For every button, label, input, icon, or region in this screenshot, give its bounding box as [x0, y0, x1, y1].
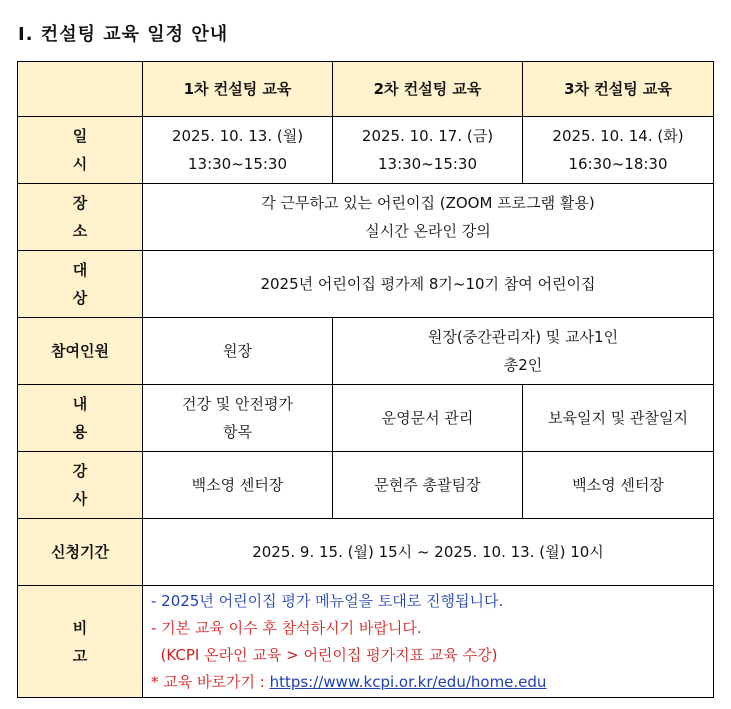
- place-line-1: 각 근무하고 있는 어린이집 (ZOOM 프로그램 활용): [261, 194, 595, 212]
- content-cell-3: 보육일지 및 관찰일지: [523, 385, 714, 452]
- date-value: 2025. 10. 13. (월): [171, 127, 304, 145]
- content-cell-2: 운영문서 관리: [333, 385, 523, 452]
- remark-line-4: [151, 669, 709, 696]
- page-title: Ⅰ. 컨설팅 교육 일정 안내: [18, 24, 229, 45]
- instructor-cell-2: 문현주 총괄팀장: [333, 452, 523, 519]
- education-link[interactable]: https://www.kcpi.or.kr/edu/home.edu: [269, 672, 547, 691]
- date-cell-2: [333, 117, 523, 184]
- participants-cell-2: [333, 318, 714, 385]
- remark-line-1: - 2025년 어린이집 평가 메뉴얼을 토대로 진행됩니다.: [151, 591, 504, 610]
- column-header-3: 3차 컨설팅 교육: [523, 62, 714, 117]
- remark-line-2: - 기본 교육 이수 후 참석하시기 바랍니다.: [151, 618, 422, 637]
- header-row: [18, 62, 714, 117]
- place-line-2: 실시간 온라인 강의: [365, 222, 491, 240]
- place-cell: [143, 184, 714, 251]
- time-value: 13:30~15:30: [377, 155, 478, 173]
- row-label-content: 내 용: [18, 385, 143, 452]
- remarks-cell: [143, 586, 714, 698]
- column-header-2: 2차 컨설팅 교육: [333, 62, 523, 117]
- participants-cell-1: 원장: [143, 318, 333, 385]
- participants-line-2: 총2인: [503, 356, 543, 374]
- content-line-2: 항목: [223, 423, 252, 441]
- row-label-participants: 참여인원: [18, 318, 143, 385]
- period-cell: 2025. 9. 15. (월) 15시 ~ 2025. 10. 13. (월) 10시: [143, 519, 714, 586]
- table-row-period: [18, 519, 714, 586]
- remark-line-3: (KCPI 온라인 교육 > 어린이집 평가지표 교육 수강): [151, 645, 498, 664]
- row-label-date: 일 시: [18, 117, 143, 184]
- date-cell-1: [143, 117, 333, 184]
- content-cell-1: [143, 385, 333, 452]
- table-row-target: [18, 251, 714, 318]
- table-row-place: [18, 184, 714, 251]
- time-value: 13:30~15:30: [187, 155, 288, 173]
- instructor-cell-1: 백소영 센터장: [143, 452, 333, 519]
- row-label-remarks: 비 고: [18, 586, 143, 698]
- date-value: 2025. 10. 17. (금): [361, 127, 494, 145]
- date-value: 2025. 10. 14. (화): [552, 127, 684, 145]
- row-label-instructor: 강 사: [18, 452, 143, 519]
- row-label-target: 대 상: [18, 251, 143, 318]
- time-value: 16:30~18:30: [568, 155, 668, 173]
- date-cell-3: [523, 117, 714, 184]
- table-row-date: [18, 117, 714, 184]
- row-label-place: 장 소: [18, 184, 143, 251]
- table-row-instructor: [18, 452, 714, 519]
- corner-cell: [18, 62, 143, 117]
- remark-link-prefix: * 교육 바로가기 :: [151, 672, 270, 691]
- schedule-table: [17, 61, 714, 698]
- table-row-participants: [18, 318, 714, 385]
- participants-line-1: 원장(중간관리자) 및 교사1인: [427, 328, 619, 346]
- instructor-cell-3: 백소영 센터장: [523, 452, 714, 519]
- content-line-1: 건강 및 안전평가: [182, 395, 293, 413]
- row-label-period: 신청기간: [18, 519, 143, 586]
- table-row-content: [18, 385, 714, 452]
- target-cell: 2025년 어린이집 평가제 8기~10기 참여 어린이집: [143, 251, 714, 318]
- column-header-1: 1차 컨설팅 교육: [143, 62, 333, 117]
- table-row-remarks: [18, 586, 714, 698]
